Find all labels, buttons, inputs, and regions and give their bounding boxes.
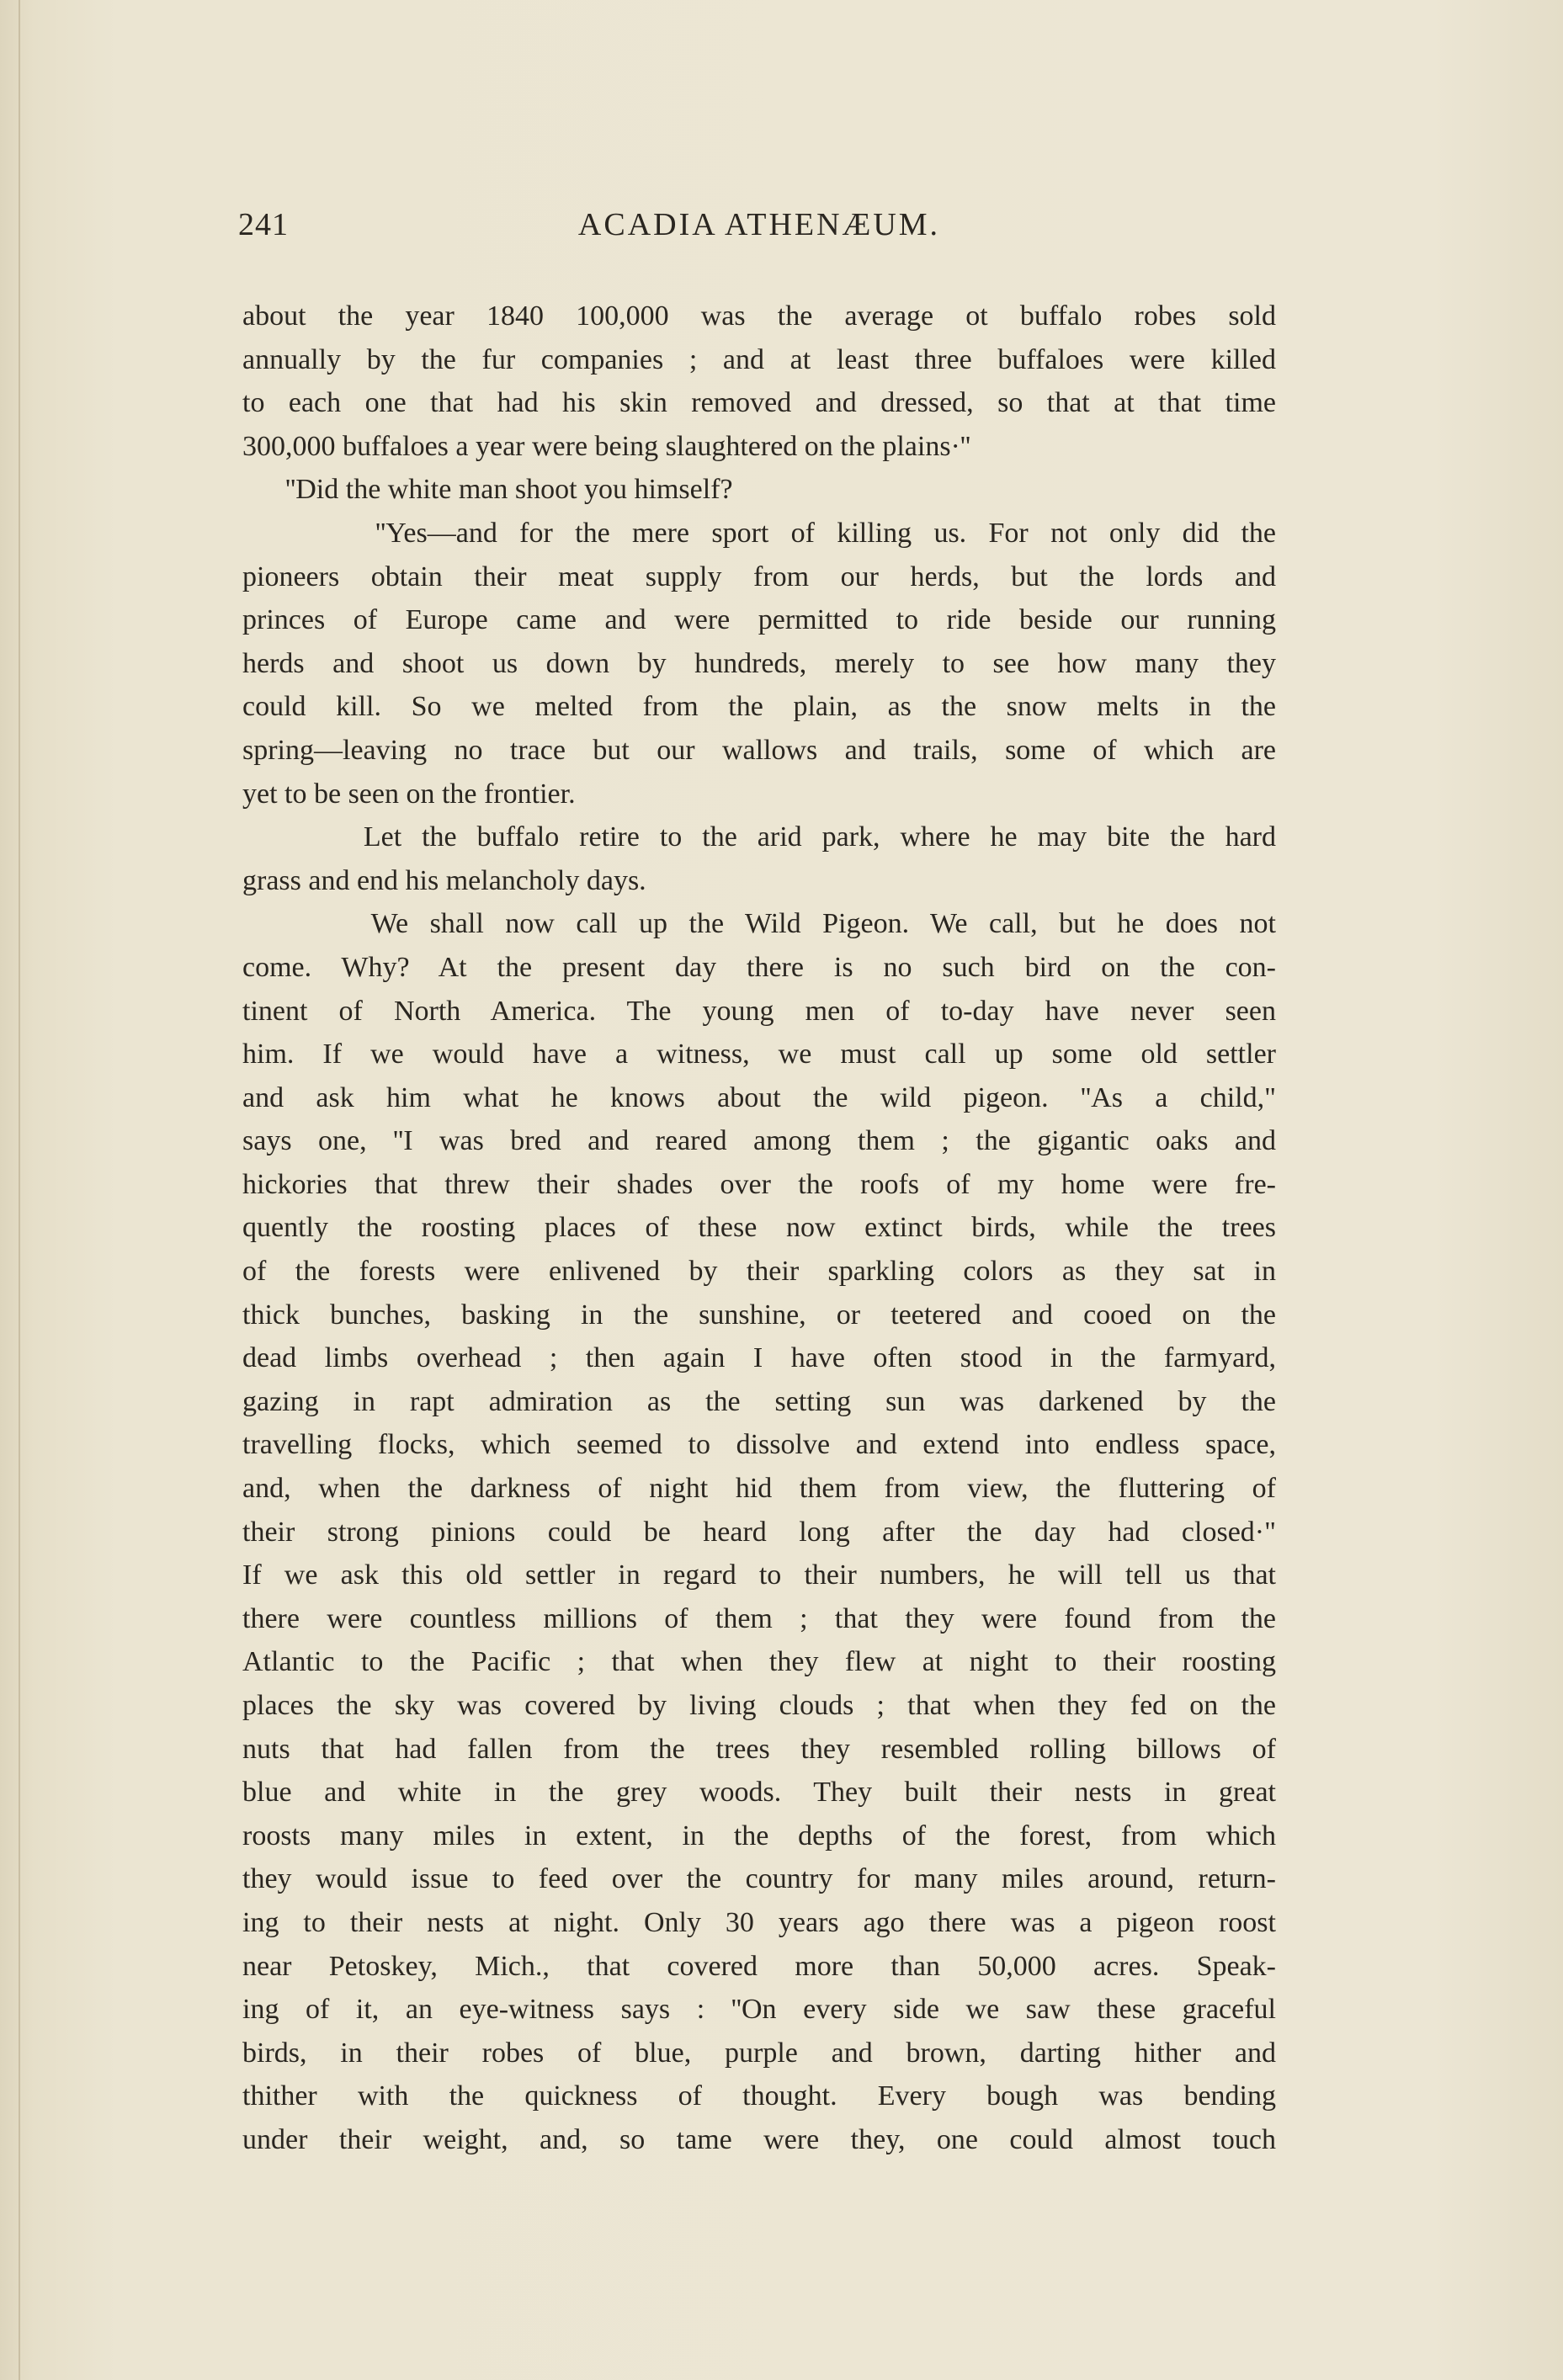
text-line: under their weight, and, so tame were they, one could almost touch: [242, 2123, 1276, 2155]
text-line: roosts many miles in extent, in the depths of the forest, from which: [242, 1820, 1276, 1851]
text-line: him. If we would have a witness, we must call up some old settler: [242, 1039, 1276, 1070]
text-line: princes of Europe came and were permitted to ride beside our running: [242, 604, 1276, 636]
text-line: 300,000 buffaloes a year were being slaughtered on the plains·'': [242, 430, 971, 462]
text-line: birds, in their robes of blue, purple and brown, darting hither and: [242, 2037, 1276, 2069]
text-line: blue and white in the grey woods. They built their nests in great: [242, 1777, 1276, 1809]
text-line: places the sky was covered by living clouds ; that when they fed on the: [242, 1690, 1276, 1721]
text-line: If we ask this old settler in regard to their numbers, he will tell us that: [242, 1559, 1276, 1591]
text-line: gazing in rapt admiration as the setting sun was darkened by the: [242, 1385, 1276, 1417]
text-line: there were countless millions of them ; that they were found from the: [242, 1602, 1276, 1634]
text-line: thither with the quickness of thought. Every bough was bending: [242, 2080, 1276, 2112]
running-title: ACADIA ATHENÆUM.: [577, 207, 941, 242]
text-line: ''Yes—and for the mere sport of killing us. For not only did the: [242, 517, 1276, 549]
text-line: herds and shoot us down by hundreds, merely to see how many they: [242, 647, 1276, 679]
text-line: Atlantic to the Pacific ; that when they flew at night to their roosting: [242, 1646, 1276, 1678]
text-line: and, when the darkness of night hid them from view, the fluttering of: [242, 1473, 1276, 1505]
binding-edge: [19, 0, 20, 2380]
article-body: [242, 295, 1276, 2162]
text-line: their strong pinions could be heard long after the day had closed·": [242, 1516, 1276, 1548]
text-line: dead limbs overhead ; then again I have often stood in the farmyard,: [242, 1342, 1276, 1374]
page-number: 241: [238, 207, 289, 242]
text-line: yet to be seen on the frontier.: [242, 778, 576, 810]
text-line: of the forests were enlivened by their sparkling colors as they sat in: [242, 1256, 1276, 1288]
text-line: annually by the fur companies ; and at least three buffaloes were killed: [242, 343, 1276, 375]
text-line: to each one that had his skin removed and dressed, so that at that time: [242, 387, 1276, 419]
text-line: hickories that threw their shades over the roofs of my home were fre-: [242, 1168, 1276, 1200]
text-line: thick bunches, basking in the sunshine, or teetered and cooed on the: [242, 1299, 1276, 1331]
text-line: pioneers obtain their meat supply from our herds, but the lords and: [242, 560, 1276, 592]
text-line: spring—leaving no trace but our wallows and trails, some of which are: [242, 734, 1276, 766]
text-line: about the year 1840 100,000 was the average ot buffalo robes sold: [242, 300, 1276, 332]
text-line: ing of it, an eye-witness says : ''On every side we saw these graceful: [242, 1994, 1276, 2026]
text-line: and ask him what he knows about the wild pigeon. ''As a child,": [242, 1081, 1276, 1113]
text-line: ing to their nests at night. Only 30 years ago there was a pigeon roost: [242, 1906, 1276, 1938]
text-line: ''Did the white man shoot you himself?: [242, 474, 733, 506]
text-line: says one, ''I was bred and reared among them ; the gigantic oaks and: [242, 1125, 1276, 1157]
text-line: tinent of North America. The young men of to-day have never seen: [242, 995, 1276, 1027]
text-line: come. Why? At the present day there is no such bird on the con-: [242, 951, 1276, 983]
text-line: We shall now call up the Wild Pigeon. We call, but he does not: [242, 908, 1276, 940]
text-line: quently the roosting places of these now extinct birds, while the trees: [242, 1212, 1276, 1244]
text-line: grass and end his melancholy days.: [242, 864, 646, 896]
text-line: they would issue to feed over the country for many miles around, return-: [242, 1863, 1276, 1895]
text-line: near Petoskey, Mich., that covered more than 50,000 acres. Speak-: [242, 1950, 1276, 1982]
text-line: travelling flocks, which seemed to dissolve and extend into endless space,: [242, 1429, 1276, 1461]
text-line: could kill. So we melted from the plain, as the snow melts in the: [242, 691, 1276, 723]
page-header: [238, 206, 1280, 257]
text-line: nuts that had fallen from the trees they resembled rolling billows of: [242, 1733, 1276, 1765]
text-line: Let the buffalo retire to the arid park, where he may bite the hard: [242, 821, 1276, 853]
